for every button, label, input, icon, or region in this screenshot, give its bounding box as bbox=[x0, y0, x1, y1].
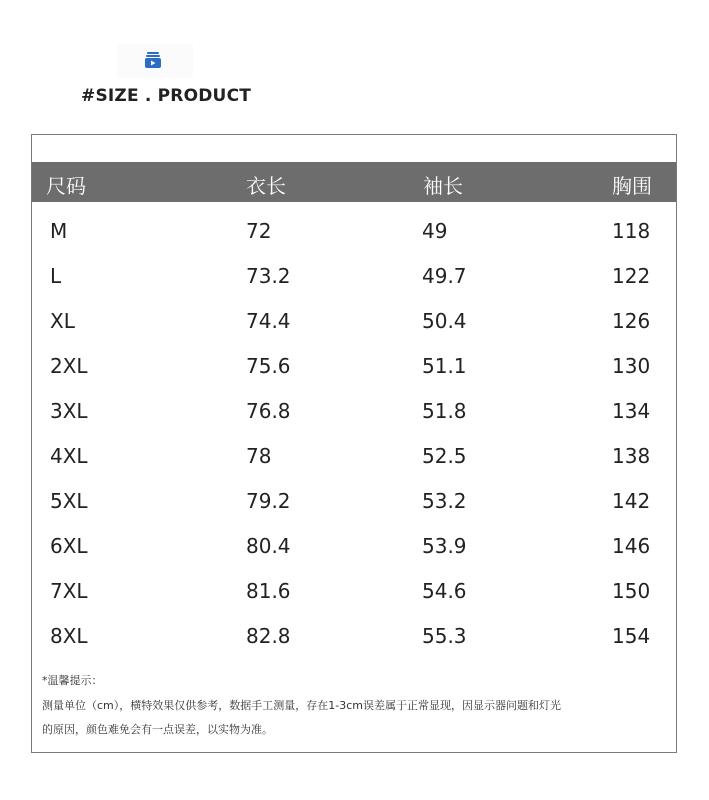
chest-cell: 130 bbox=[612, 354, 651, 378]
size-cell: 2XL bbox=[50, 354, 88, 378]
length-cell: 72 bbox=[246, 219, 272, 243]
size-cell: 8XL bbox=[50, 624, 88, 648]
sleeve-cell: 52.5 bbox=[422, 444, 467, 468]
chest-cell: 118 bbox=[612, 219, 651, 243]
size-cell: 4XL bbox=[50, 444, 88, 468]
sleeve-cell: 51.8 bbox=[422, 399, 467, 423]
table-row bbox=[32, 611, 676, 656]
length-cell: 79.2 bbox=[246, 489, 291, 513]
table-row bbox=[32, 251, 676, 296]
size-cell: L bbox=[50, 264, 62, 288]
table-row bbox=[32, 476, 676, 521]
size-cell: 3XL bbox=[50, 399, 88, 423]
length-cell: 80.4 bbox=[246, 534, 291, 558]
chest-cell: 154 bbox=[612, 624, 651, 648]
table-row bbox=[32, 296, 676, 341]
chest-cell: 138 bbox=[612, 444, 651, 468]
sleeve-cell: 50.4 bbox=[422, 309, 467, 333]
table-row bbox=[32, 206, 676, 251]
table-header bbox=[32, 162, 676, 202]
chest-cell: 134 bbox=[612, 399, 651, 423]
size-cell: 6XL bbox=[50, 534, 88, 558]
note-line-2: 的原因，颜色难免会有一点误差，以实物为准。 bbox=[42, 723, 273, 736]
column-header-size: 尺码 bbox=[46, 174, 86, 198]
sleeve-cell: 55.3 bbox=[422, 624, 467, 648]
table-row bbox=[32, 521, 676, 566]
sleeve-cell: 53.2 bbox=[422, 489, 467, 513]
note-heading: *温馨提示： bbox=[42, 674, 103, 687]
length-cell: 73.2 bbox=[246, 264, 291, 288]
length-cell: 82.8 bbox=[246, 624, 291, 648]
table-row bbox=[32, 386, 676, 431]
product-badge-icon bbox=[144, 51, 162, 69]
length-cell: 78 bbox=[246, 444, 272, 468]
column-header-length: 衣长 bbox=[246, 174, 286, 198]
chest-cell: 150 bbox=[612, 579, 651, 603]
sleeve-cell: 53.9 bbox=[422, 534, 467, 558]
section-title: #SIZE . PRODUCT bbox=[81, 86, 252, 106]
size-cell: M bbox=[50, 219, 68, 243]
chest-cell: 126 bbox=[612, 309, 651, 333]
length-cell: 76.8 bbox=[246, 399, 291, 423]
chest-cell: 146 bbox=[612, 534, 651, 558]
column-header-sleeve: 袖长 bbox=[423, 174, 463, 198]
note-line-1: 测量单位（cm），横特效果仅供参考，数据手工测量，存在1-3cm误差属于正常显现，因显示器问题和灯光 bbox=[42, 699, 561, 712]
table-row bbox=[32, 341, 676, 386]
length-cell: 75.6 bbox=[246, 354, 291, 378]
sleeve-cell: 49.7 bbox=[422, 264, 467, 288]
chest-cell: 122 bbox=[612, 264, 651, 288]
chest-cell: 142 bbox=[612, 489, 651, 513]
size-cell: 7XL bbox=[50, 579, 88, 603]
column-header-chest: 胸围 bbox=[612, 174, 652, 198]
length-cell: 81.6 bbox=[246, 579, 291, 603]
sleeve-cell: 54.6 bbox=[422, 579, 467, 603]
size-cell: XL bbox=[50, 309, 75, 333]
sleeve-cell: 51.1 bbox=[422, 354, 467, 378]
length-cell: 74.4 bbox=[246, 309, 291, 333]
table-row bbox=[32, 566, 676, 611]
table-row bbox=[32, 431, 676, 476]
sleeve-cell: 49 bbox=[422, 219, 448, 243]
size-cell: 5XL bbox=[50, 489, 88, 513]
